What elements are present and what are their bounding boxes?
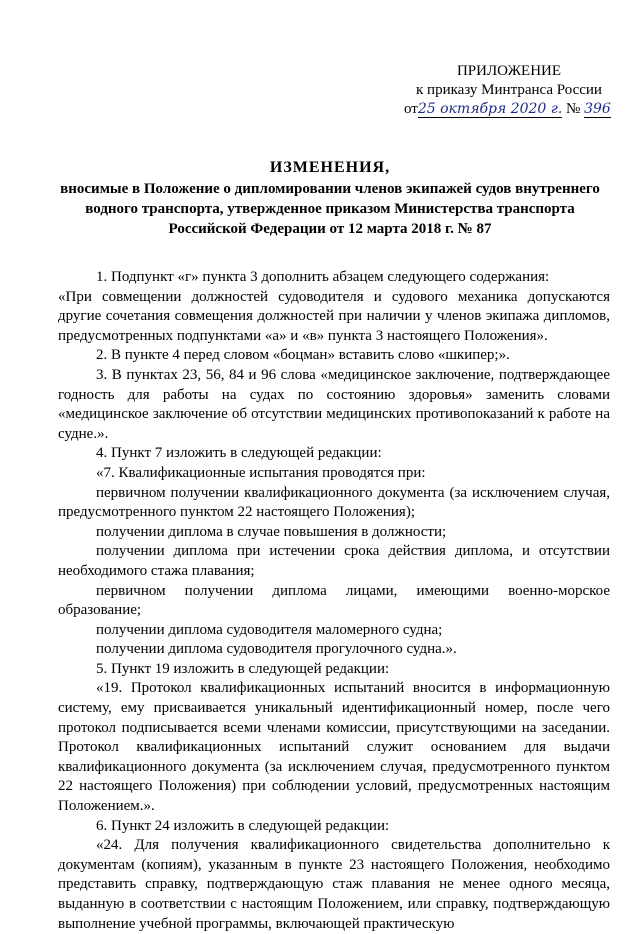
- paragraph-6: «7. Квалификационные испытания проводятся при:: [96, 464, 426, 481]
- paragraph-10: первичном получении диплома лицами, имеющими военно-морское образование;: [58, 582, 610, 619]
- document-subtitle-line-3: Российской Федерации от 12 марта 2018 г. № 87: [168, 221, 492, 237]
- paragraph-12: получении диплома судоводителя прогулочного судна.».: [96, 641, 457, 658]
- document-subtitle-line-2: водного транспорта, утвержденное приказом Министерства транспорта: [85, 201, 575, 217]
- paragraph-1: 1. Подпункт «г» пункта 3 дополнить абзацем следующего содержания:: [96, 269, 550, 285]
- paragraph-15: 6. Пункт 24 изложить в следующей редакции:: [96, 817, 390, 834]
- paragraph-2: «При совмещении должностей судоводителя и судового механика допускаются другие сочетания совмещения должностей при наличии у членов экипажа дипломов, предусмотренных подпунктами «а» и «в» пункта 3 настоящего Положения».: [58, 288, 610, 344]
- paragraph-16: «24. Для получения квалификационного свидетельства дополнительно к документам (копиям), указанным в пункте 23 настоящего Положения, необходимо представить справку, подтверждающую стаж плавания не менее одного месяца, выданную в соответствии с настоящим Положением, или справку, подтверждающую выполнение учебной программы, включающей практическую: [58, 837, 610, 932]
- paragraph-7: первичном получении квалификационного документа (за исключением случая, предусмотренного пунктом 22 настоящего Положения);: [58, 484, 610, 521]
- paragraph-11: получении диплома судоводителя маломерного судна;: [96, 621, 443, 638]
- handwritten-date: 25 октября 2020 г.: [417, 101, 563, 117]
- attachment-date-line: [404, 100, 614, 119]
- paragraph-13: 5. Пункт 19 изложить в следующей редакции:: [96, 660, 390, 677]
- document-body: [58, 268, 610, 934]
- handwritten-number: 396: [584, 101, 611, 117]
- paragraph-5: 4. Пункт 7 изложить в следующей редакции:: [96, 445, 382, 462]
- paragraph-8: получении диплома в случае повышения в должности;: [96, 523, 447, 540]
- paragraph-4: 3. В пунктах 23, 56, 84 и 96 слова «медицинское заключение, подтверждающее годность для работы на судах по состоянию здоровья» заменить словами «медицинское заключение об отсутствии медицинских противопоказаний к работе на судне.».: [58, 366, 610, 442]
- paragraph-9: получении диплома при истечении срока действия диплома, и отсутствии необходимого стажа плавания;: [58, 543, 610, 579]
- paragraph-14: «19. Протокол квалификационных испытаний вносится в информационную систему, ему присваивается уникальный идентификационный номер, после чего протокол подписывается всеми членами комиссии, присутствующими на заседании. Протокол квалификационных испытаний служит основанием для выдачи квалификационного документа (за исключением случая, предусмотренного пунктом 22 настоящего Положения) при соблюдении условий, предусмотренных настоящим Положением.».: [58, 680, 610, 815]
- document-title: ИЗМЕНЕНИЯ,: [269, 159, 391, 176]
- date-prefix: от: [404, 101, 418, 117]
- number-prefix: №: [566, 101, 581, 117]
- document-subtitle-line-1: вносимые в Положение о дипломировании членов экипажей судов внутреннего: [60, 181, 600, 197]
- document-heading: [40, 157, 620, 239]
- attachment-block: [404, 62, 614, 119]
- paragraph-3: 2. В пункте 4 перед словом «боцман» вставить слово «шкипер;».: [96, 347, 510, 364]
- attachment-order-line: к приказу Минтранса России: [416, 82, 602, 98]
- attachment-title: ПРИЛОЖЕНИЕ: [456, 63, 562, 79]
